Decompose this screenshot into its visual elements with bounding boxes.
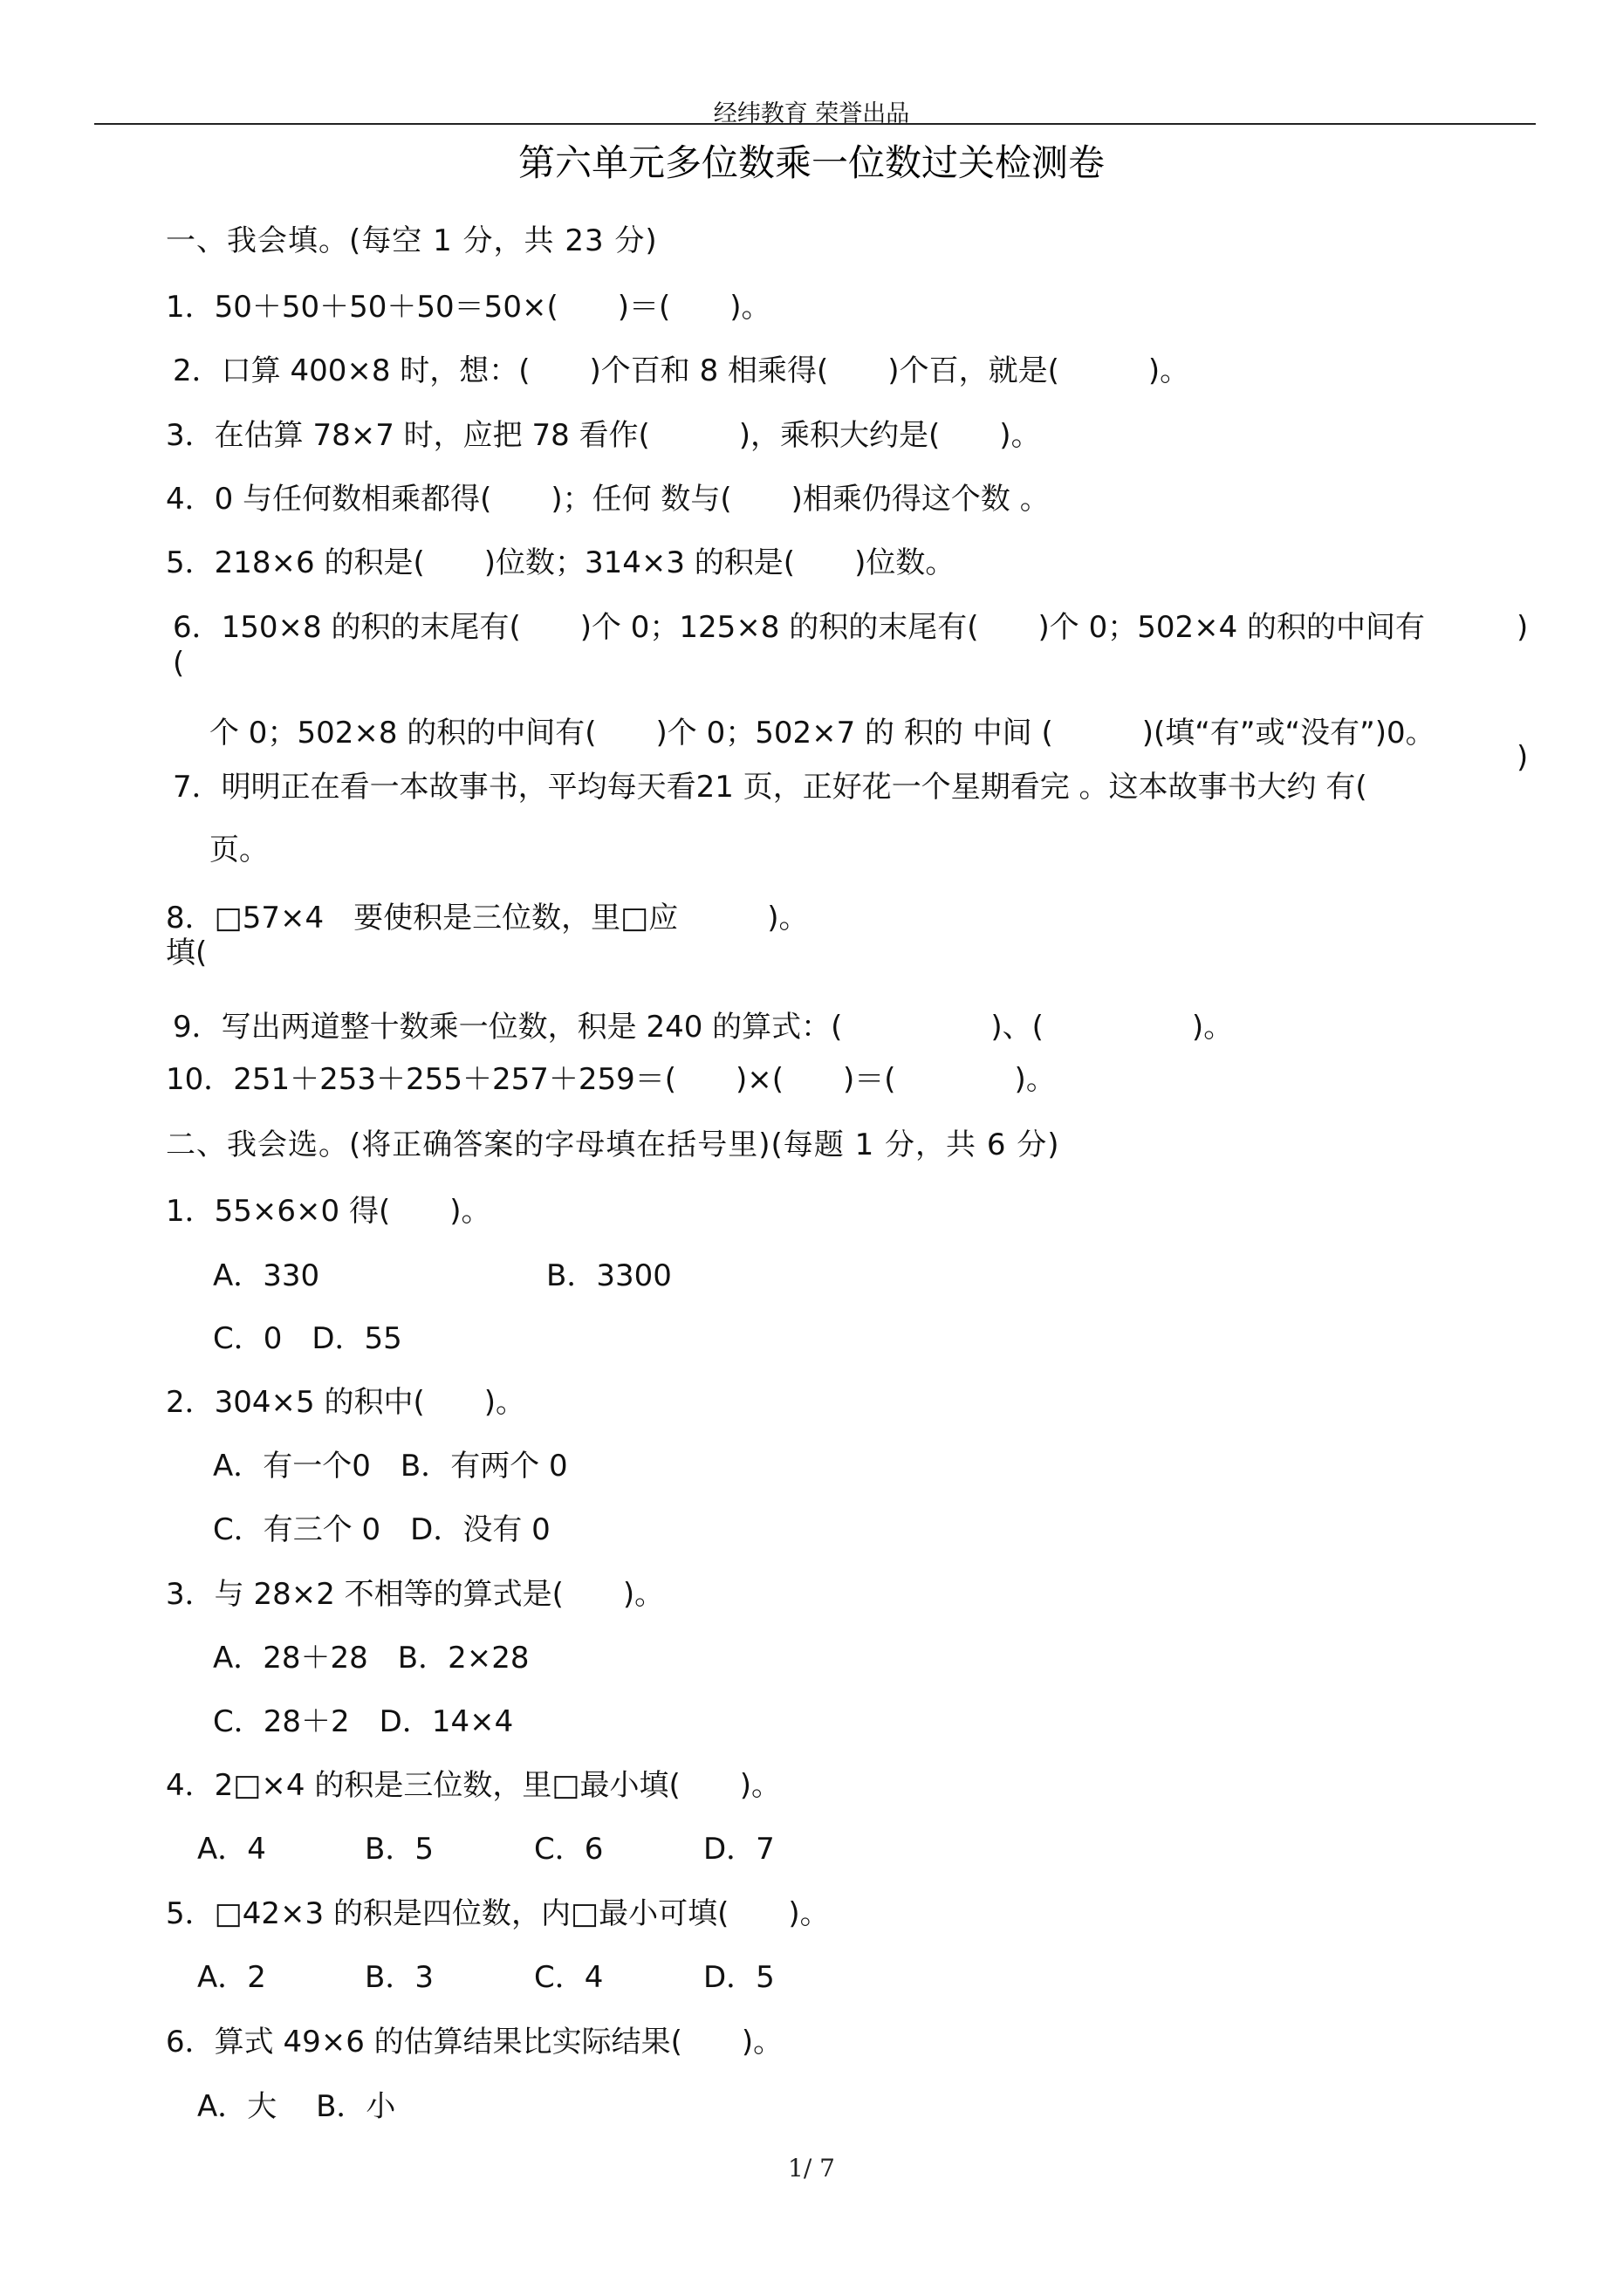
q2-2-options-ab: A．有一个0 B．有两个 0 (213, 1449, 568, 1484)
header-rule (94, 123, 1536, 125)
q2-4-option-c: C．6 (534, 1832, 604, 1867)
header-brand: 经纬教育 荣誉出品 (713, 100, 910, 127)
question-2-5: 5．□42×3 的积是四位数，内□最小可填( )。 (166, 1896, 830, 1931)
question-2-2: 2．304×5 的积中( )。 (166, 1385, 525, 1420)
question-2-3: 3．与 28×2 不相等的算式是( )。 (166, 1577, 665, 1612)
question-1-4: 4．0 与任何数相乘都得( )；任何 数与( )相乘仍得这个数 。 (166, 482, 1050, 517)
q2-5-option-d: D．5 (703, 1960, 775, 1995)
q2-6-options-ab: A．大 B．小 (197, 2089, 396, 2124)
q2-3-options-ab: A．28＋28 B．2×28 (213, 1641, 530, 1676)
q2-4-option-d: D．7 (703, 1832, 775, 1867)
question-1-6-paren-close: ) (1517, 610, 1529, 645)
question-1-2: 2．口算 400×8 时，想：( )个百和 8 相乘得( )个百，就是( )。 (173, 353, 1190, 388)
question-2-6: 6．算式 49×6 的估算结果比实际结果( )。 (166, 2025, 784, 2060)
question-1-3: 3．在估算 78×7 时，应把 78 看作( )，乘积大约是( )。 (166, 418, 1041, 453)
q2-4-option-a: A．4 (197, 1832, 266, 1867)
question-1-7-paren-close: ) (1517, 740, 1529, 775)
question-1-10: 10．251＋253＋255＋257＋259＝( )×( )＝( )。 (166, 1062, 1056, 1097)
question-1-5: 5．218×6 的积是( )位数；314×3 的积是( )位数。 (166, 545, 955, 580)
question-1-1: 1．50＋50＋50＋50＝50×( )＝( )。 (166, 290, 771, 325)
q2-4-option-b: B．5 (365, 1832, 434, 1867)
question-2-4: 4．2□×4 的积是三位数，里□最小填( )。 (166, 1768, 781, 1803)
question-1-7-line1: 7．明明正在看一本故事书，平均每天看21 页，正好花一个星期看完 。这本故事书大约 有( (173, 770, 1367, 805)
q2-1-options-cd: C．0 D．55 (213, 1321, 402, 1356)
q2-3-options-cd: C．28＋2 D．14×4 (213, 1704, 514, 1739)
q2-1-option-a: A．330 (213, 1258, 320, 1293)
question-1-6-line2: 个 0；502×8 的积的中间有( )个 0；502×7 的 积的 中间 ( )(填“有”或“没有”)0。 (209, 716, 1435, 750)
q2-2-options-cd: C．有三个 0 D．没有 0 (213, 1512, 551, 1547)
section2-heading: 二、我会选。(将正确答案的字母填在括号里)(每题 1 分，共 6 分) (166, 1127, 1060, 1162)
q2-1-option-b: B．3300 (546, 1258, 672, 1293)
q2-5-option-b: B．3 (365, 1960, 434, 1995)
section1-heading: 一、我会填。(每空 1 分，共 23 分) (166, 223, 658, 258)
question-1-8-line1: 8．□57×4 要使积是三位数，里□应 )。 (166, 901, 809, 936)
page-number: 1/ 7 (788, 2154, 835, 2183)
q2-5-option-c: C．4 (534, 1960, 604, 1995)
question-1-7-line2: 页。 (209, 833, 269, 867)
question-2-1: 1．55×6×0 得( )。 (166, 1194, 491, 1229)
question-1-8-line2: 填( (166, 936, 208, 970)
question-1-6-line1: 6．150×8 的积的末尾有( )个 0；125×8 的积的末尾有( )个 0；502×4 的积的中间有 (173, 610, 1426, 645)
q2-5-option-a: A．2 (197, 1960, 266, 1995)
question-1-6-paren-open: ( (173, 646, 185, 681)
document-title: 第六单元多位数乘一位数过关检测卷 (517, 141, 1105, 184)
question-1-9: 9．写出两道整十数乘一位数，积是 240 的算式：( )、( )。 (173, 1010, 1234, 1045)
